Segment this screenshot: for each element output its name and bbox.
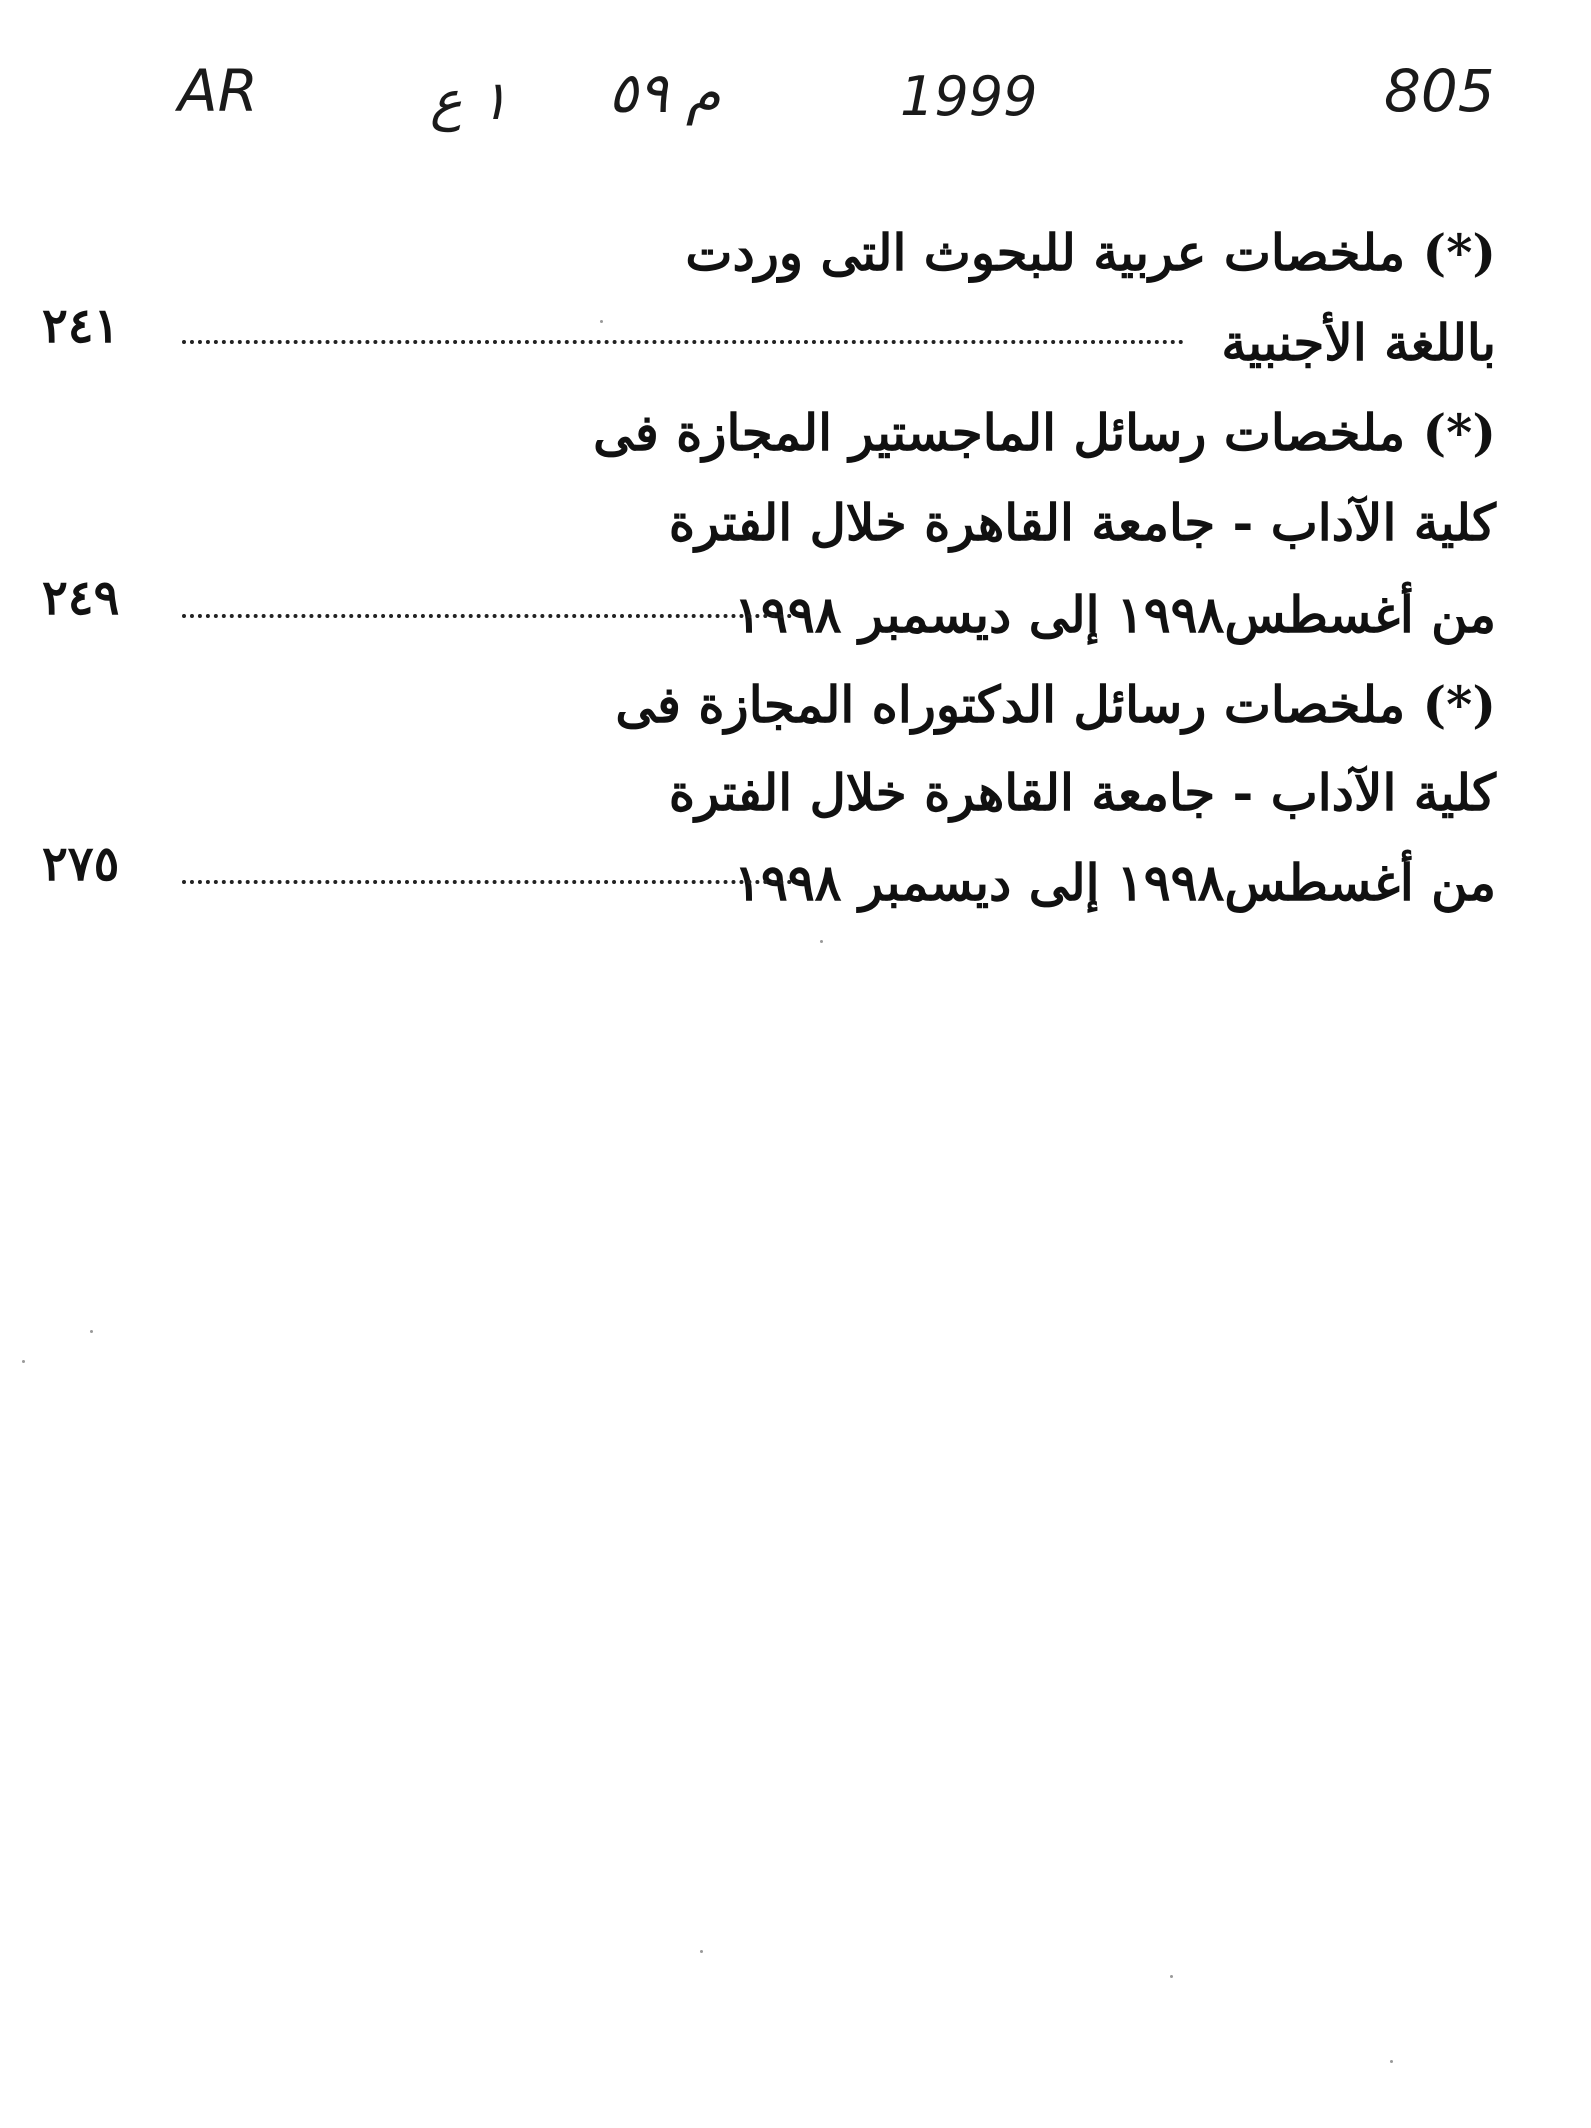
scan-speck — [22, 1360, 25, 1363]
scan-speck — [1170, 1975, 1173, 1978]
handwritten-number: 805 — [1384, 57, 1495, 125]
scan-speck — [700, 1950, 703, 1953]
toc-entry-title-line: (*) ملخصات رسائل الدكتوراه المجازة فى — [615, 675, 1496, 734]
dot-leader — [182, 340, 1184, 344]
toc-entry-title-line: من أغسطس١٩٩٨ إلى ديسمبر ١٩٩٨ — [734, 853, 1496, 912]
handwritten-month: ١ ع — [430, 69, 509, 132]
toc-page-number: ٢٤٩ — [42, 570, 120, 626]
toc-entry-title-line: من أغسطس١٩٩٨ إلى ديسمبر ١٩٩٨ — [734, 585, 1496, 644]
scan-speck — [600, 320, 603, 323]
scan-speck — [90, 1330, 93, 1333]
handwritten-initials: AR — [178, 57, 258, 125]
toc-page-number: ٢٤١ — [42, 298, 120, 354]
scan-speck — [1390, 2060, 1393, 2063]
scan-speck — [820, 940, 823, 943]
toc-entry-title-line: كلية الآداب - جامعة القاهرة خلال الفترة — [668, 493, 1496, 552]
dot-leader — [182, 614, 792, 618]
toc-entry-title-line: كلية الآداب - جامعة القاهرة خلال الفترة — [668, 763, 1496, 822]
toc-entry-title-line: باللغة الأجنبية — [1221, 313, 1496, 372]
handwritten-volume: م ٥٩ — [608, 61, 721, 126]
toc-entry-title-line: (*) ملخصات عربية للبحوث التى وردت — [685, 223, 1496, 282]
dot-leader — [182, 880, 792, 884]
handwritten-year: 1999 — [900, 65, 1038, 128]
toc-entry-title-line: (*) ملخصات رسائل الماجستير المجازة فى — [593, 403, 1496, 462]
toc-page-number: ٢٧٥ — [42, 836, 120, 892]
